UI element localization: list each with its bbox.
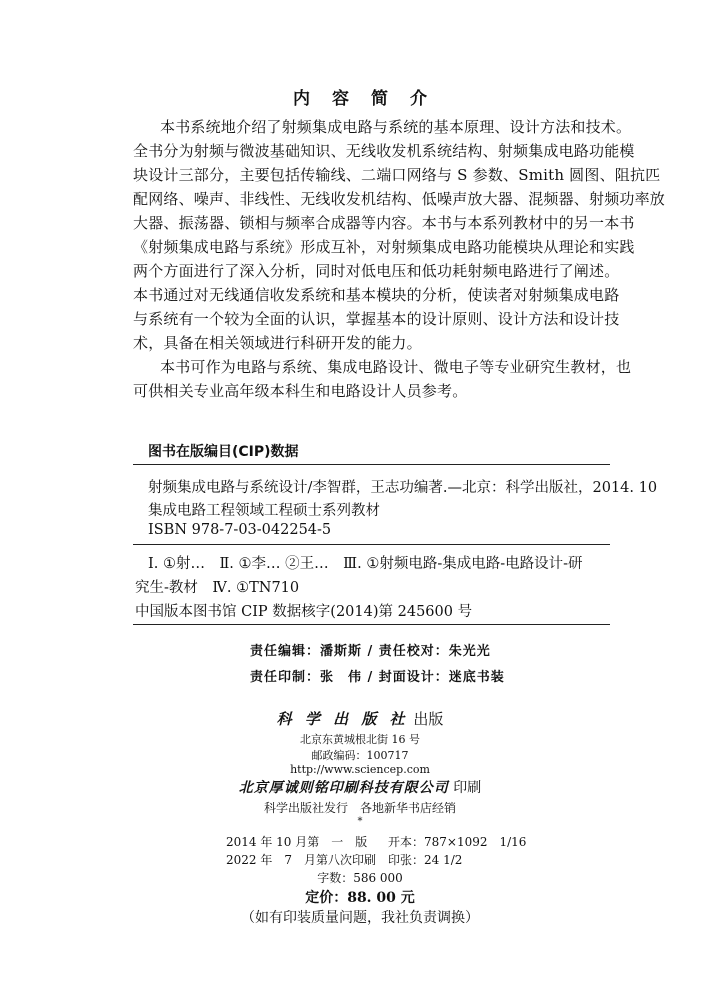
publisher-name: 科 学 出 版 社 [276,710,409,728]
printer-name: 北京厚诚则铭印刷科技有限公司 [238,780,449,796]
cip-line: 集成电路工程领域工程硕士系列教材 [148,503,380,519]
printer-suffix: 印刷 [453,780,482,796]
cip-line: Ⅰ. ①射… Ⅱ. ①李… ②王… Ⅲ. ①射频电路-集成电路-电路设计-研 [148,556,583,572]
intro-line: 与系统有一个较为全面的认识，掌握基本的设计原则、设计方法和设计技 [133,310,620,328]
separator-star: * [357,816,363,827]
intro-line: 本书可作为电路与系统、集成电路设计、微电子等专业研究生教材，也 [160,358,632,376]
printing: 2022 年 7 月第八次印刷 [226,853,376,867]
cip-line: 究生-教材 Ⅳ. ①TN710 [135,580,300,596]
publisher-line [0,708,720,729]
intro-line: 本书通过对无线通信收发系统和基本模块的分析，使读者对射频集成电路 [133,286,620,304]
publisher-address: 北京东黄城根北街 16 号 [300,733,420,746]
edition: 2014 年 10 月第 一 版 [226,835,368,849]
intro-line: 块设计三部分，主要包括传输线、二端口网络与 S 参数、Smith 圆图、阻抗匹 [133,166,661,184]
quality-note: （如有印装质量问题，我社负责调换） [241,910,479,926]
distribution: 科学出版社发行 各地新华书店经销 [263,801,456,815]
price: 定价：88. 00 元 [305,890,415,906]
publisher-url: http://www.sciencep.com [290,763,430,776]
intro-line: 大器、振荡器、锁相与频率合成器等内容。本书与本系列教材中的另一本书 [133,214,635,232]
production-credits: 责任印制：张 伟 / 封面设计：迷底书装 [250,670,505,685]
cip-line: ISBN 978-7-03-042254-5 [148,522,332,538]
cip-heading: 图书在版编目(CIP)数据 [148,444,299,460]
printer-line [0,777,720,797]
printed-sheets: 印张：24 1/2 [388,853,463,867]
intro-line: 配网络、噪声、非线性、无线收发机结构、低噪声放大器、混频器、射频功率放 [133,190,666,208]
publisher-suffix: 出版 [413,710,444,728]
divider [133,464,610,465]
page-format: 开本：787×1092 1/16 [388,835,527,849]
intro-line: 本书系统地介绍了射频集成电路与系统的基本原理、设计方法和技术。 [160,118,632,136]
divider [133,624,610,625]
editor-credits: 责任编辑：潘斯斯 / 责任校对：朱光光 [250,644,491,659]
postcode: 邮政编码：100717 [311,749,409,762]
page-title: 内容简介 [293,89,449,109]
intro-line: 两个方面进行了深入分析，同时对低电压和低功耗射频电路进行了阐述。 [133,262,620,280]
intro-line: 《射频集成电路与系统》形成互补，对射频集成电路功能模块从理论和实践 [133,238,635,256]
intro-line: 术，具备在相关领域进行科研开发的能力。 [133,334,422,352]
word-count: 字数：586 000 [317,871,403,885]
intro-line: 全书分为射频与微波基础知识、无线收发机系统结构、射频集成电路功能模 [133,142,635,160]
divider [133,544,610,545]
cip-line: 射频集成电路与系统设计/李智群，王志功编著.—北京：科学出版社，2014. 10 [148,480,658,496]
cip-line: 中国版本图书馆 CIP 数据核字(2014)第 245600 号 [135,604,473,620]
intro-line: 可供相关专业高年级本科生和电路设计人员参考。 [133,382,468,400]
